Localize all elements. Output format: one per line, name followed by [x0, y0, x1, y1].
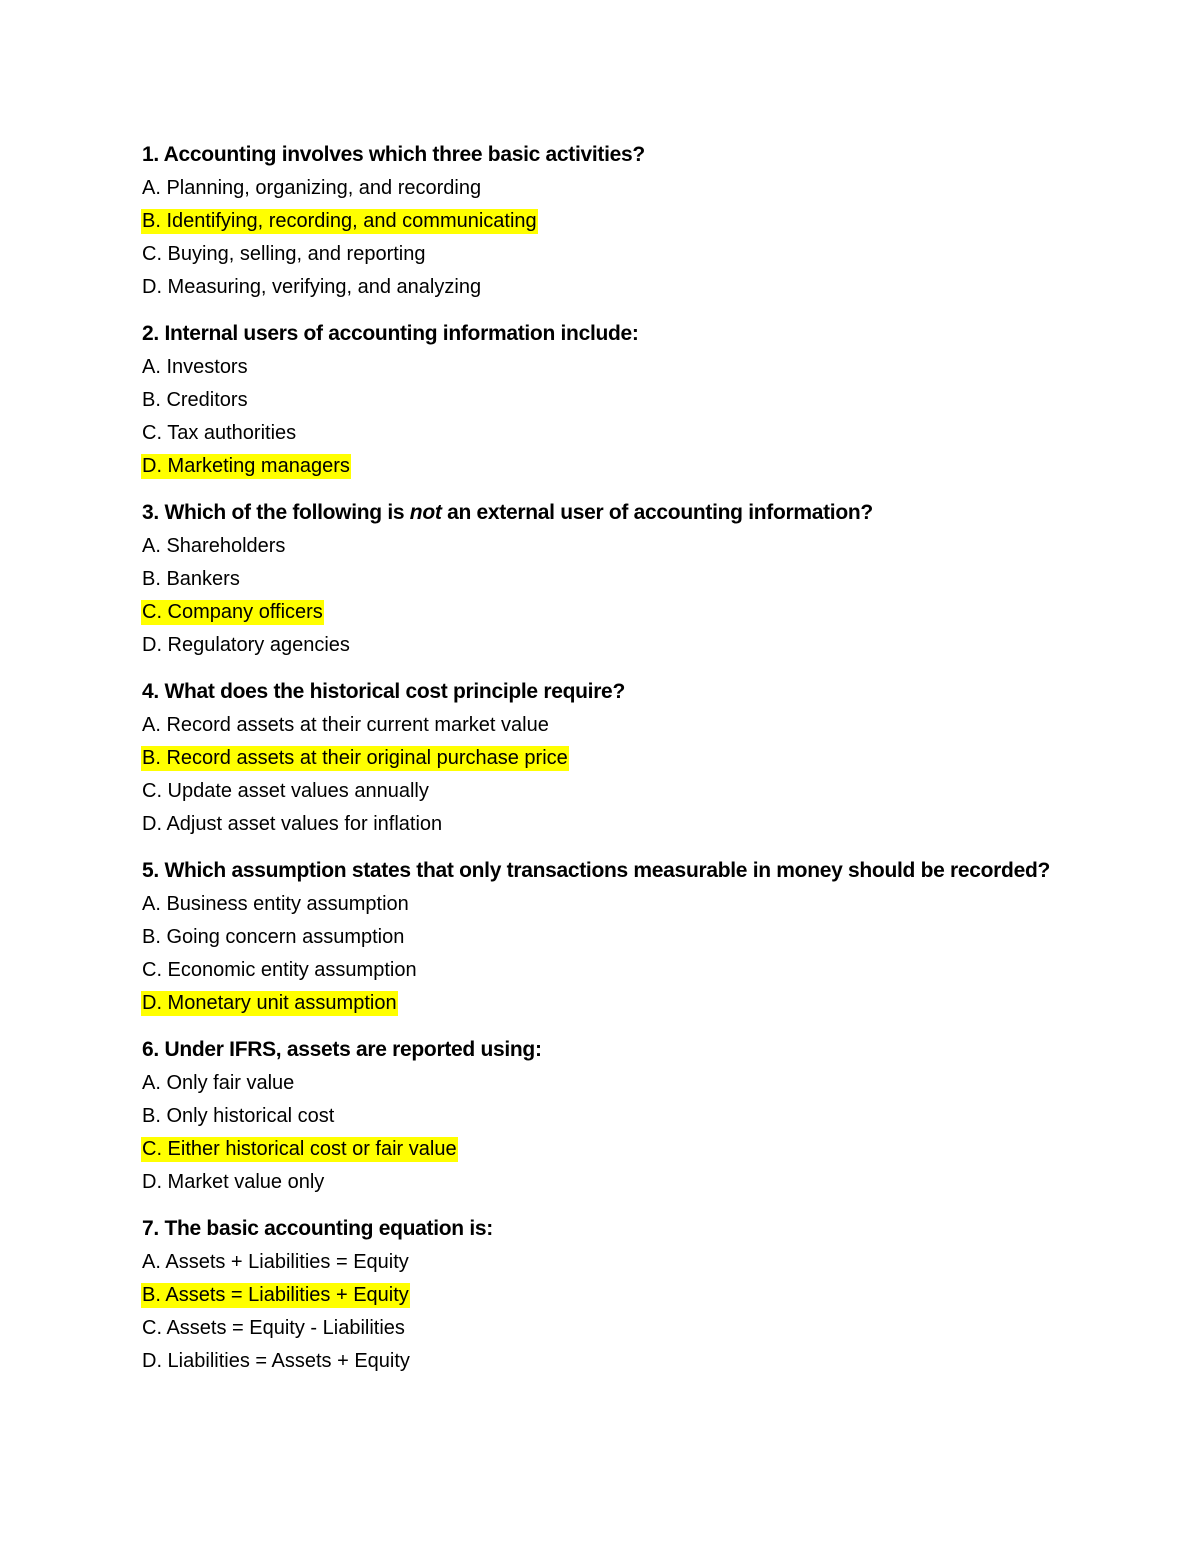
option-text: A. Shareholders [142, 535, 286, 557]
option-c [142, 418, 1142, 451]
option-text: D. Measuring, verifying, and analyzing [142, 276, 482, 298]
question-stem [142, 1212, 1142, 1247]
option-text: A. Business entity assumption [142, 893, 409, 915]
option-a [142, 531, 1142, 564]
question-stem-text: 2. Internal users of accounting information include: [142, 322, 639, 345]
option-c [142, 1313, 1142, 1346]
option-a [142, 352, 1142, 385]
option-text: B. Bankers [142, 568, 240, 590]
option-d [142, 809, 1142, 842]
option-text: C. Tax authorities [142, 422, 297, 444]
question-stem [142, 317, 1142, 352]
option-text: B. Creditors [142, 389, 248, 411]
question-stem [142, 675, 1142, 710]
option-text: C. Buying, selling, and reporting [142, 243, 426, 265]
option-a [142, 889, 1142, 922]
question-stem [142, 1033, 1142, 1068]
question-stem [142, 138, 1142, 173]
question-5 [142, 854, 1142, 1021]
option-d [142, 630, 1142, 663]
option-text: C. Company officers [142, 601, 323, 623]
option-a [142, 1068, 1142, 1101]
option-text: D. Liabilities = Assets + Equity [142, 1350, 410, 1372]
option-b [142, 922, 1142, 955]
option-d-highlighted [142, 451, 1142, 484]
option-a [142, 710, 1142, 743]
option-a [142, 1247, 1142, 1280]
option-text: B. Identifying, recording, and communicating [142, 210, 537, 232]
question-stem-text: 5. Which assumption states that only transactions measurable in money should be recorded? [142, 859, 1051, 882]
option-a [142, 173, 1142, 206]
question-stem-text: 3. Which of the following is [142, 501, 410, 524]
question-stem-text-end: an external user of accounting information? [441, 501, 873, 524]
option-d [142, 1346, 1142, 1379]
option-text: D. Monetary unit assumption [142, 992, 397, 1014]
option-text: D. Adjust asset values for inflation [142, 813, 443, 835]
question-stem-text: 7. The basic accounting equation is: [142, 1217, 493, 1240]
option-text: C. Economic entity assumption [142, 959, 417, 981]
option-d [142, 1167, 1142, 1200]
option-c [142, 776, 1142, 809]
option-text: C. Either historical cost or fair value [142, 1138, 457, 1160]
option-text: B. Going concern assumption [142, 926, 405, 948]
option-b-highlighted [142, 1280, 1142, 1313]
option-text: A. Planning, organizing, and recording [142, 177, 482, 199]
option-text: A. Assets + Liabilities = Equity [142, 1251, 409, 1273]
option-b [142, 385, 1142, 418]
option-text: C. Update asset values annually [142, 780, 429, 802]
option-b [142, 564, 1142, 597]
question-stem-emphasis: not [409, 501, 442, 524]
option-text: D. Market value only [142, 1171, 325, 1193]
option-b-highlighted [142, 206, 1142, 239]
option-text: A. Only fair value [142, 1072, 295, 1094]
question-stem-text: 1. Accounting involves which three basic activities? [142, 143, 645, 166]
option-d-highlighted [142, 988, 1142, 1021]
option-c-highlighted [142, 597, 1142, 630]
question-7 [142, 1212, 1142, 1379]
question-6 [142, 1033, 1142, 1200]
option-d [142, 272, 1142, 305]
question-1 [142, 138, 1142, 305]
option-text: D. Regulatory agencies [142, 634, 350, 656]
option-b-highlighted [142, 743, 1142, 776]
question-list [142, 138, 1142, 1391]
option-text: B. Only historical cost [142, 1105, 335, 1127]
question-3 [142, 496, 1142, 663]
option-c [142, 239, 1142, 272]
option-text: B. Record assets at their original purchase price [142, 747, 568, 769]
option-text: D. Marketing managers [142, 455, 350, 477]
question-2 [142, 317, 1142, 484]
option-c-highlighted [142, 1134, 1142, 1167]
option-text: C. Assets = Equity - Liabilities [142, 1317, 405, 1339]
option-text: A. Record assets at their current market value [142, 714, 549, 736]
question-stem-text: 6. Under IFRS, assets are reported using: [142, 1038, 542, 1061]
question-stem-text: 4. What does the historical cost principle require? [142, 680, 625, 703]
question-4 [142, 675, 1142, 842]
option-b [142, 1101, 1142, 1134]
option-text: B. Assets = Liabilities + Equity [142, 1284, 409, 1306]
option-c [142, 955, 1142, 988]
option-text: A. Investors [142, 356, 248, 378]
question-stem [142, 496, 1142, 531]
question-stem [142, 854, 1142, 889]
